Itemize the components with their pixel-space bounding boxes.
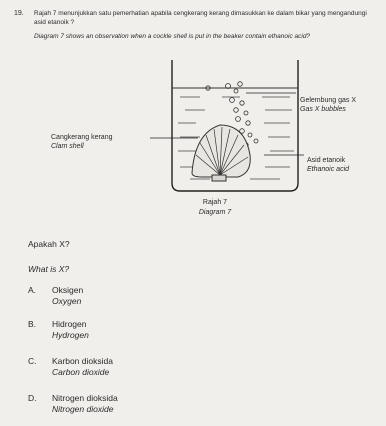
option-text-malay: Oksigen [52, 285, 84, 295]
option-text-english: Hydrogen [52, 330, 89, 340]
question-stem-english: Diagram 7 shows an observation when a cockle shell is put in the beaker contain ethanoic acid? [34, 33, 311, 40]
diagram-caption-english: Diagram 7 [198, 209, 232, 216]
question-stem-malay: Rajah 7 menunjukkan satu pemerhatian apabila cengkerang kerang dimasukkan ke dalam bikar yang mengandungi asid etanoik ? [34, 10, 367, 26]
option-text-english: Carbon dioxide [52, 367, 110, 377]
label-acid-english: Ethanoic acid [307, 166, 350, 173]
question-number: 19. [14, 10, 24, 17]
option-text-malay: Karbon dioksida [52, 356, 113, 366]
label-shell-malay: Cangkerang kerang [51, 134, 113, 141]
option-text-english: Nitrogen dioxide [52, 404, 114, 414]
option-text-english: Oxygen [52, 296, 82, 306]
clam-shell-drawing [192, 125, 250, 181]
label-acid-malay: Asid etanoik [307, 157, 346, 164]
label-shell-english: Clam shell [51, 143, 84, 150]
beaker-diagram [50, 55, 380, 225]
option-text-malay: Nitrogen dioksida [52, 393, 118, 403]
option-text-malay: Hidrogen [52, 319, 87, 329]
prompt-english: What is X? [28, 264, 70, 274]
option-letter: C. [28, 356, 37, 366]
diagram-caption-malay: Rajah 7 [202, 199, 228, 206]
option-letter: A. [28, 285, 37, 295]
option-letter: D. [28, 393, 37, 403]
label-gas-english: Gas X bubbles [300, 106, 346, 113]
prompt-malay: Apakah X? [28, 239, 70, 249]
option-letter: B. [28, 319, 37, 329]
label-gas-malay: Gelembung gas X [300, 97, 357, 104]
